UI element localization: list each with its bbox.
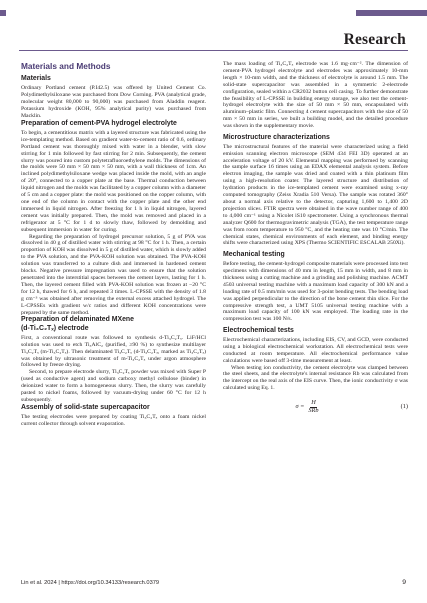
equation-fraction [307,400,319,415]
assembly-paragraph: The testing electrodes were prepared by coating Ti₃C₂Tₓ onto a foam nickel current collector through solvent evaporation. [21,414,206,427]
prep-mxene-heading [21,316,206,332]
equation-number: (1) [400,403,408,411]
right-column [223,61,408,415]
header-bar-gap [6,10,356,16]
materials-paragraph: Ordinary Portland cement (P.I42.5) was offered by United Cement Co. Polydimethylsiloxane was purchased from Dow Corning. PVA (analytical grade, molecular weight 80,000 to 90,000) was purchased from Aladdin reagent. Potassium hydroxide (KOH, 95% analytical purity) was purchased from Macklin. [21,85,206,119]
prep-mxene-heading-line-1: Preparation of delaminated MXene [21,316,134,324]
equation-numerator: H [311,399,316,407]
assembly-heading: Assembly of solid-state supercapacitor [21,403,150,411]
prep-mxene-paragraph-2: Second, to prepare electrode slurry, Ti₃C₂Tₓ powder was mixed with Super P (used as conductive agent) and sodium carboxy methyl cellulose (binder) in deionized water to form a homogeneous slurry. Then, the slurry was carefully pasted to nickel foams, followed by vacuum-drying under 60 °C for 12 h subsequently. [21,369,206,403]
prep-mxene-paragraph-1: First, a conventional route was followed to synthesis d-Ti₃C₂Tₓ. LiF/HCl solution was used to etch Ti₃AlC₂ (purified, ≥90 %) to synthesize multilayer Ti₃C₂Tₓ (m-Ti₃C₂Tₓ). Then delaminated Ti₃C₂Tₓ (d-Ti₃C₂Tₓ, marked as Ti₃C₂Tₓ) was obtained by ultrasonic treatment of m-Ti₃C₂Tₓ under argon atmosphere followed by freeze drying. [21,334,206,369]
section-title: Materials and Methods [21,61,111,71]
prep-cement-paragraph-2: Regarding the preparation of hydrogel precursor solution, 5 g of PVA was dissolved in 40 g of distilled water with stirring at 98 °C for 1 h. Then, a certain proportion of KOH was dissolved in 5 g of distilled water, which is slowly added to the PVA solution, and the PVA-KOH solution was obtained. The PVA-KOH solution was transferred to a culture dish and immersed in hardened cement blocks. Negative pressure impregnation was used to ensure that the solution penetrated into the interstitial spaces between the cement layers, lasting for 1 h. Then, the layered cement filled with PVA-KOH solution was frozen at −20 °C for 12 h, thawed for 6 h, and repeated 3 times. L-CPSSE with the density of 1.8 g cm⁻³ was obtained after removing the external excess attached hydrogel. The L-CPSSEs with gradient w/c ratios and different KOH concentrations were prepared by the same method. [21,233,206,316]
footer-citation: Lin et al. 2024 | https://doi.org/10.34133/research.0379 [21,580,160,586]
electrochemical-paragraph-1: Electrochemical characterizations, including EIS, CV, and GCD, were conducted using a biological electrochemical workstation. All electrochemical tests were conducted at room temperature. All electrochemical performance value calculations were based off 3-time measurement at least. [223,336,408,364]
electrochemical-heading: Electrochemical tests [223,326,294,334]
left-column [21,61,206,428]
page-number: 9 [402,579,406,586]
journal-name: Research [343,31,406,48]
equation-expression [223,400,392,415]
electrochemical-paragraph-2: When testing ion conductivity, the cement electrolyte was clamped between the steel sheets, and the electrolyte's internal resistance Rb was calculated from the intercept on the real axis of the EIS curve. Then, the ionic conductivity σ was calculated using Eq. 1. [223,364,408,392]
continued-paragraph: The mass loading of Ti₃C₂Tₓ electrode was 1.6 mg·cm⁻². The dimension of cement-PVA hydrogel electrolyte and electrodes was approximately 10-mm length × 10-mm width, and the thickness of electrolyte is around 1.5 mm. The solid-state supercapacitor was assembled in a symmetric 2-electrode configuration, sealed within a CR2032 button cell casing. To further demonstrate the feasibility of L-CPSSE in building energy storage, we also test the cement-hydrogel electrolyte with the size of 50 mm × 50 mm, encapsulated with aluminum–plastic film. Connecting 4 cement supercapacitors with the size of 50 mm × 50 mm in series, we built a building model, and the detailed procedure was shown in the supplementary movie. [223,61,408,130]
microstructure-paragraph: The microstructural features of the material were characterized using a field emission scanning electron microscope (SEM 434 FEI 3D) operated at an acceleration voltage of 20 kV. Elemental mapping was performed by scanning the sample surface 16 times using an EDAX elemental analysis system. Before electron imaging, the sample was dried and coated with a thin platinum film using a high-resolution coater. The layered structure and distribution of hydration products in the ice-templated cement were examined using x-ray computed tomography (Zeiss Xradia 510 Versa). The sample was rotated 360° about a normal axis relative to the detector, capturing 1,600 to 1,400 2D projection slices. FTIR spectra were obtained in the wave number range of 400 to 4,000 cm⁻¹ using a Nicolet iS10 spectrometer. Using a synchronous thermal analyzer Q600 for thermogravimetric analysis (TGA), the test temperature range was from room temperature to 950 °C, and the heating rate was 10 °C/min. The chemical states, chemical environments of each element, and binding energy shifts were characterized using XPS (Thermo SCIENTIFIC ESCALAB 250Xi). [223,143,408,247]
equation-lhs: σ = [295,403,305,411]
materials-heading: Materials [21,75,51,82]
prep-cement-heading: Preparation of cement-PVA hydrogel electrolyte [21,119,177,127]
equation-1 [223,400,408,415]
microstructure-heading: Microstructure characterizations [223,133,330,141]
header-rule [19,50,408,51]
equation-denominator: SRb [308,407,319,415]
mechanical-paragraph: Before testing, the cement-hydrogel composite materials were processed into test specimens with dimensions of 40 mm in length, 15 mm in width, and 8 mm in thickness using a cutting machine and a grinding and polishing machine. ACMT 4503 universal testing machine with a maximum load capacity of 300 kN and a loading rate of 0.5 mm/min was used for 3-point bending tests. The bending load was applied perpendicular to the direction of the bone cement thin slice. For the compressive strength test, a UMT 5105 universal testing machine with a maximum load capacity of 100 kN was employed. The loading rate in the compression test was 100 N/s. [223,261,408,323]
mechanical-heading: Mechanical testing [223,250,285,258]
prep-cement-paragraph-1: To begin, a cementitious matrix with a layered structure was fabricated using the ice-templating method. Based on gradient water-to-cement ratio of 0.6, ordinary Portland cement was thoroughly mixed with water in a blender, with slow stirring for 1 min followed by fast stirring for 2 min. Subsequently, the cement slurry was poured into custom polytetrafluoroethylene molds. The dimensions of the molds were 50 mm × 50 mm × 50 mm, with a wall thickness of 1cm. An inclined polydimethylsiloxane wedge was placed inside the mold, with an angle of 20°, connected to a copper plate at the base. Thermal conduction between liquid nitrogen and the molds was facilitated by a copper column with a diameter of 5 cm and a copper plate: the mold was positioned on the copper column, with one end of the column in contact with the copper plate and the other end immersed in liquid nitrogen. After freezing for 1 h in liquid nitrogen, layered cement was initially prepared. Then, the mold was removed and placed in a refrigerator at 5 °C for 1 d to slowly thaw, followed by demolding and subsequent immersion in water for curing. [21,129,206,233]
prep-mxene-heading-line-2: (d-Ti₃C₂Tₓ) electrode [21,324,89,332]
